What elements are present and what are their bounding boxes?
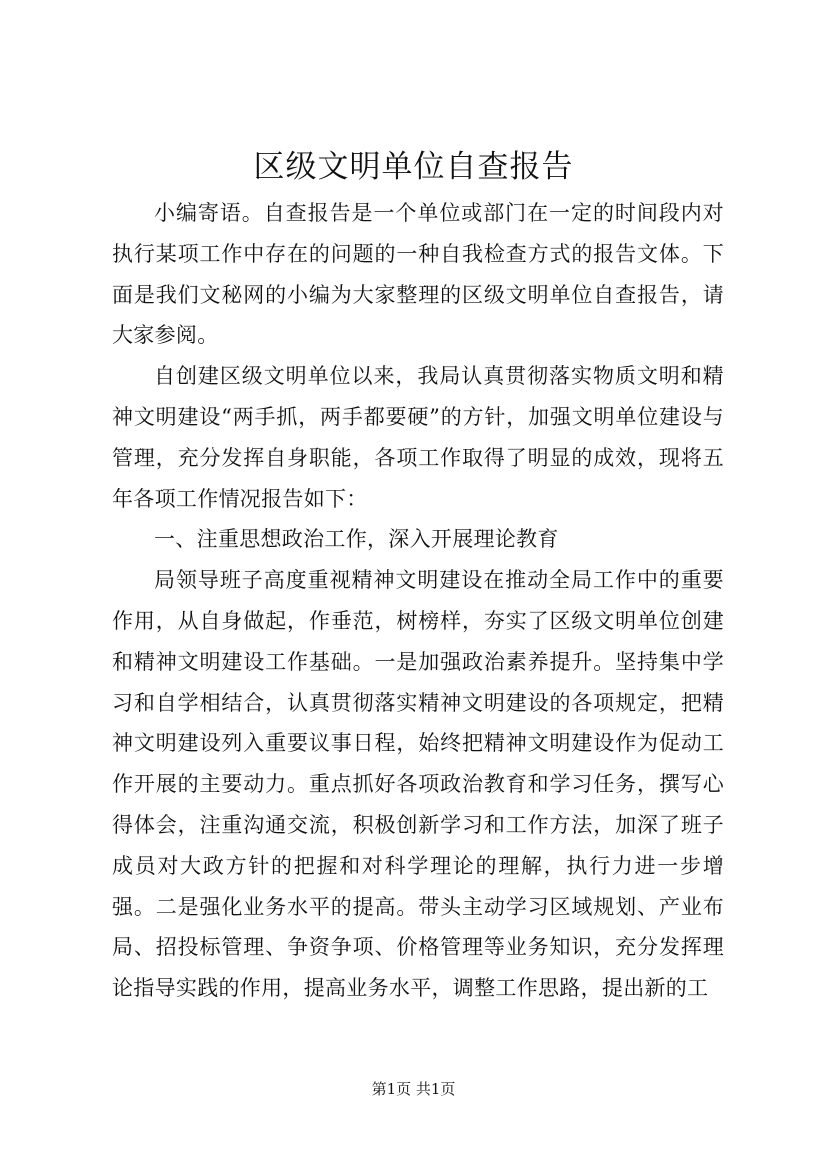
document-body [112, 193, 724, 1009]
paragraph-overview: 自创建区级文明单位以来，我局认真贯彻落实物质文明和精神文明建设“两手抓，两手都要硬”的方针，加强文明单位建设与管理，充分发挥自身职能，各项工作取得了明显的成效，现将五年各项工作情况报告如下： [112, 364, 724, 511]
document-title: 区级文明单位自查报告 [253, 149, 574, 185]
paragraph-intro: 小编寄语。自查报告是一个单位或部门在一定的时间段内对执行某项工作中存在的问题的一种自我检查方式的报告文体。下面是我们文秘网的小编为大家整理的区级文明单位自查报告，请大家参阅。 [112, 201, 724, 348]
page-footer: 第1页 共1页 [371, 1080, 456, 1098]
paragraph-section-1: 局领导班子高度重视精神文明建设在推动全局工作中的重要作用，从自身做起，作垂范，树榜样，夯实了区级文明单位创建和精神文明建设工作基础。一是加强政治素养提升。坚持集中学习和自学相结合，认真贯彻落实精神文明建设的各项规定，把精神文明建设列入重要议事日程，始终把精神文明建设作为促动工作开展的主要动力。重点抓好各项政治教育和学习任务，撰写心得体会，注重沟通交流，积极创新学习和工作方法，加深了班子成员对大政方针的把握和对科学理论的理解，执行力进一步增强。二是强化业务水平的提高。带头主动学习区域规划、产业布局、招投标管理、争资争项、价格管理等业务知识，充分发挥理论指导实践的作用，提高业务水平，调整工作思路，提出新的工 [112, 568, 724, 1001]
section-heading-1: 一、注重思想政治工作，深入开展理论教育 [154, 527, 559, 552]
